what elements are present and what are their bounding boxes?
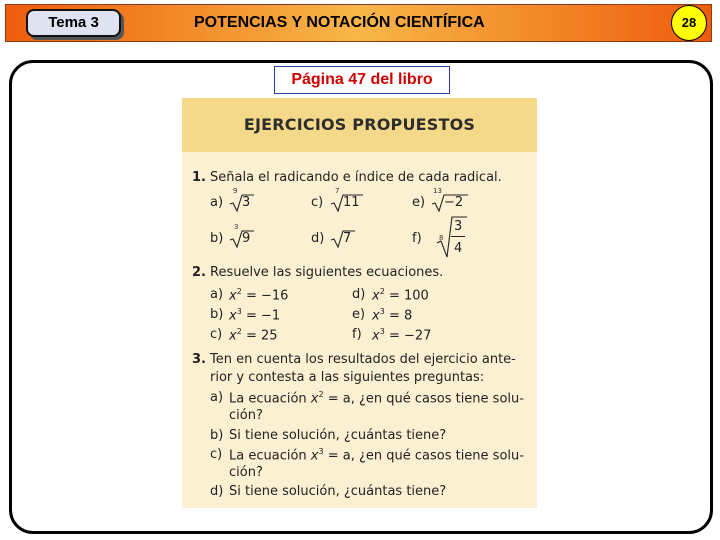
ex3-d-text: Si tiene solución, ¿cuántas tiene?	[229, 484, 447, 499]
ex2-e-label: e)	[352, 307, 366, 322]
ex2-b-equation: $x^3 = -1$	[229, 307, 281, 324]
ex1-e-label: e)	[412, 195, 426, 210]
ex2-a-label: a)	[210, 287, 224, 302]
ex2-c-equation: $x^2 = 25$	[229, 327, 278, 344]
ex1-a-index: 9	[233, 187, 238, 195]
ex3-a-continuation: ción?	[229, 408, 263, 423]
ex2-f-label: f)	[352, 327, 362, 342]
ex2-d-label: d)	[352, 287, 366, 302]
ex1-b-label: b)	[210, 231, 224, 246]
ex2-e-equation: $x^3 = 8$	[372, 307, 413, 324]
exercises-panel	[182, 98, 537, 508]
ex2-b-label: b)	[210, 307, 224, 322]
ex3-c-label: c)	[210, 447, 223, 462]
ex1-e-radicand: −2	[444, 195, 464, 210]
ex2-c-label: c)	[210, 327, 223, 342]
ex1-c-radicand: 11	[343, 195, 360, 210]
exercise-1-number: 1.	[192, 170, 206, 185]
ex1-e-index: 13	[433, 187, 442, 195]
page-title: POTENCIAS Y NOTACIÓN CIENTÍFICA	[194, 14, 485, 31]
ex3-a-text: La ecuación $x^2 = a$, ¿en qué casos tiene solu-	[229, 390, 524, 407]
ex1-d-radicand: 7	[343, 231, 352, 246]
fraction-bar	[451, 236, 465, 237]
tema-button[interactable]: Tema 3	[26, 9, 121, 37]
radical-sign-icon	[436, 215, 468, 259]
exercise-3-number: 3.	[192, 352, 206, 367]
ex3-d-label: d)	[210, 484, 224, 499]
book-page-reference: Página 47 del libro	[274, 66, 450, 94]
exercise-3-line-2: rior y contesta a las siguientes preguntas:	[210, 370, 485, 385]
ex1-f-numerator: 3	[454, 219, 463, 234]
exercise-1-text: Señala el radicando e índice de cada radical.	[210, 170, 502, 185]
ex3-b-label: b)	[210, 428, 224, 443]
ex1-c-index: 7	[335, 187, 340, 195]
ex1-a-radicand: 3	[242, 195, 251, 210]
exercises-heading: EJERCICIOS PROPUESTOS	[182, 98, 537, 152]
ex1-f-denominator: 4	[454, 241, 463, 256]
page-number-badge: 28	[671, 5, 707, 41]
exercise-3-line-1: Ten en cuenta los resultados del ejercicio ante-	[210, 352, 516, 367]
ex1-f-index: 8	[439, 234, 444, 242]
ex1-f-label: f)	[412, 231, 422, 246]
exercise-2-number: 2.	[192, 265, 206, 280]
ex2-f-equation: $x^3 = -27$	[372, 327, 432, 344]
ex3-a-label: a)	[210, 390, 224, 405]
ex1-c-label: c)	[311, 195, 324, 210]
ex3-c-continuation: ción?	[229, 465, 263, 480]
ex3-b-text: Si tiene solución, ¿cuántas tiene?	[229, 428, 447, 443]
ex1-b-index: 3	[234, 223, 239, 231]
ex1-a-label: a)	[210, 195, 224, 210]
ex2-d-equation: $x^2 = 100$	[372, 287, 429, 304]
ex3-c-text: La ecuación $x^3 = a$, ¿en qué casos tiene solu-	[229, 447, 524, 464]
ex2-a-equation: $x^2 = -16$	[229, 287, 289, 304]
ex1-b-radicand: 9	[242, 231, 251, 246]
exercise-2-text: Resuelve las siguientes ecuaciones.	[210, 265, 444, 280]
ex1-d-label: d)	[311, 231, 325, 246]
